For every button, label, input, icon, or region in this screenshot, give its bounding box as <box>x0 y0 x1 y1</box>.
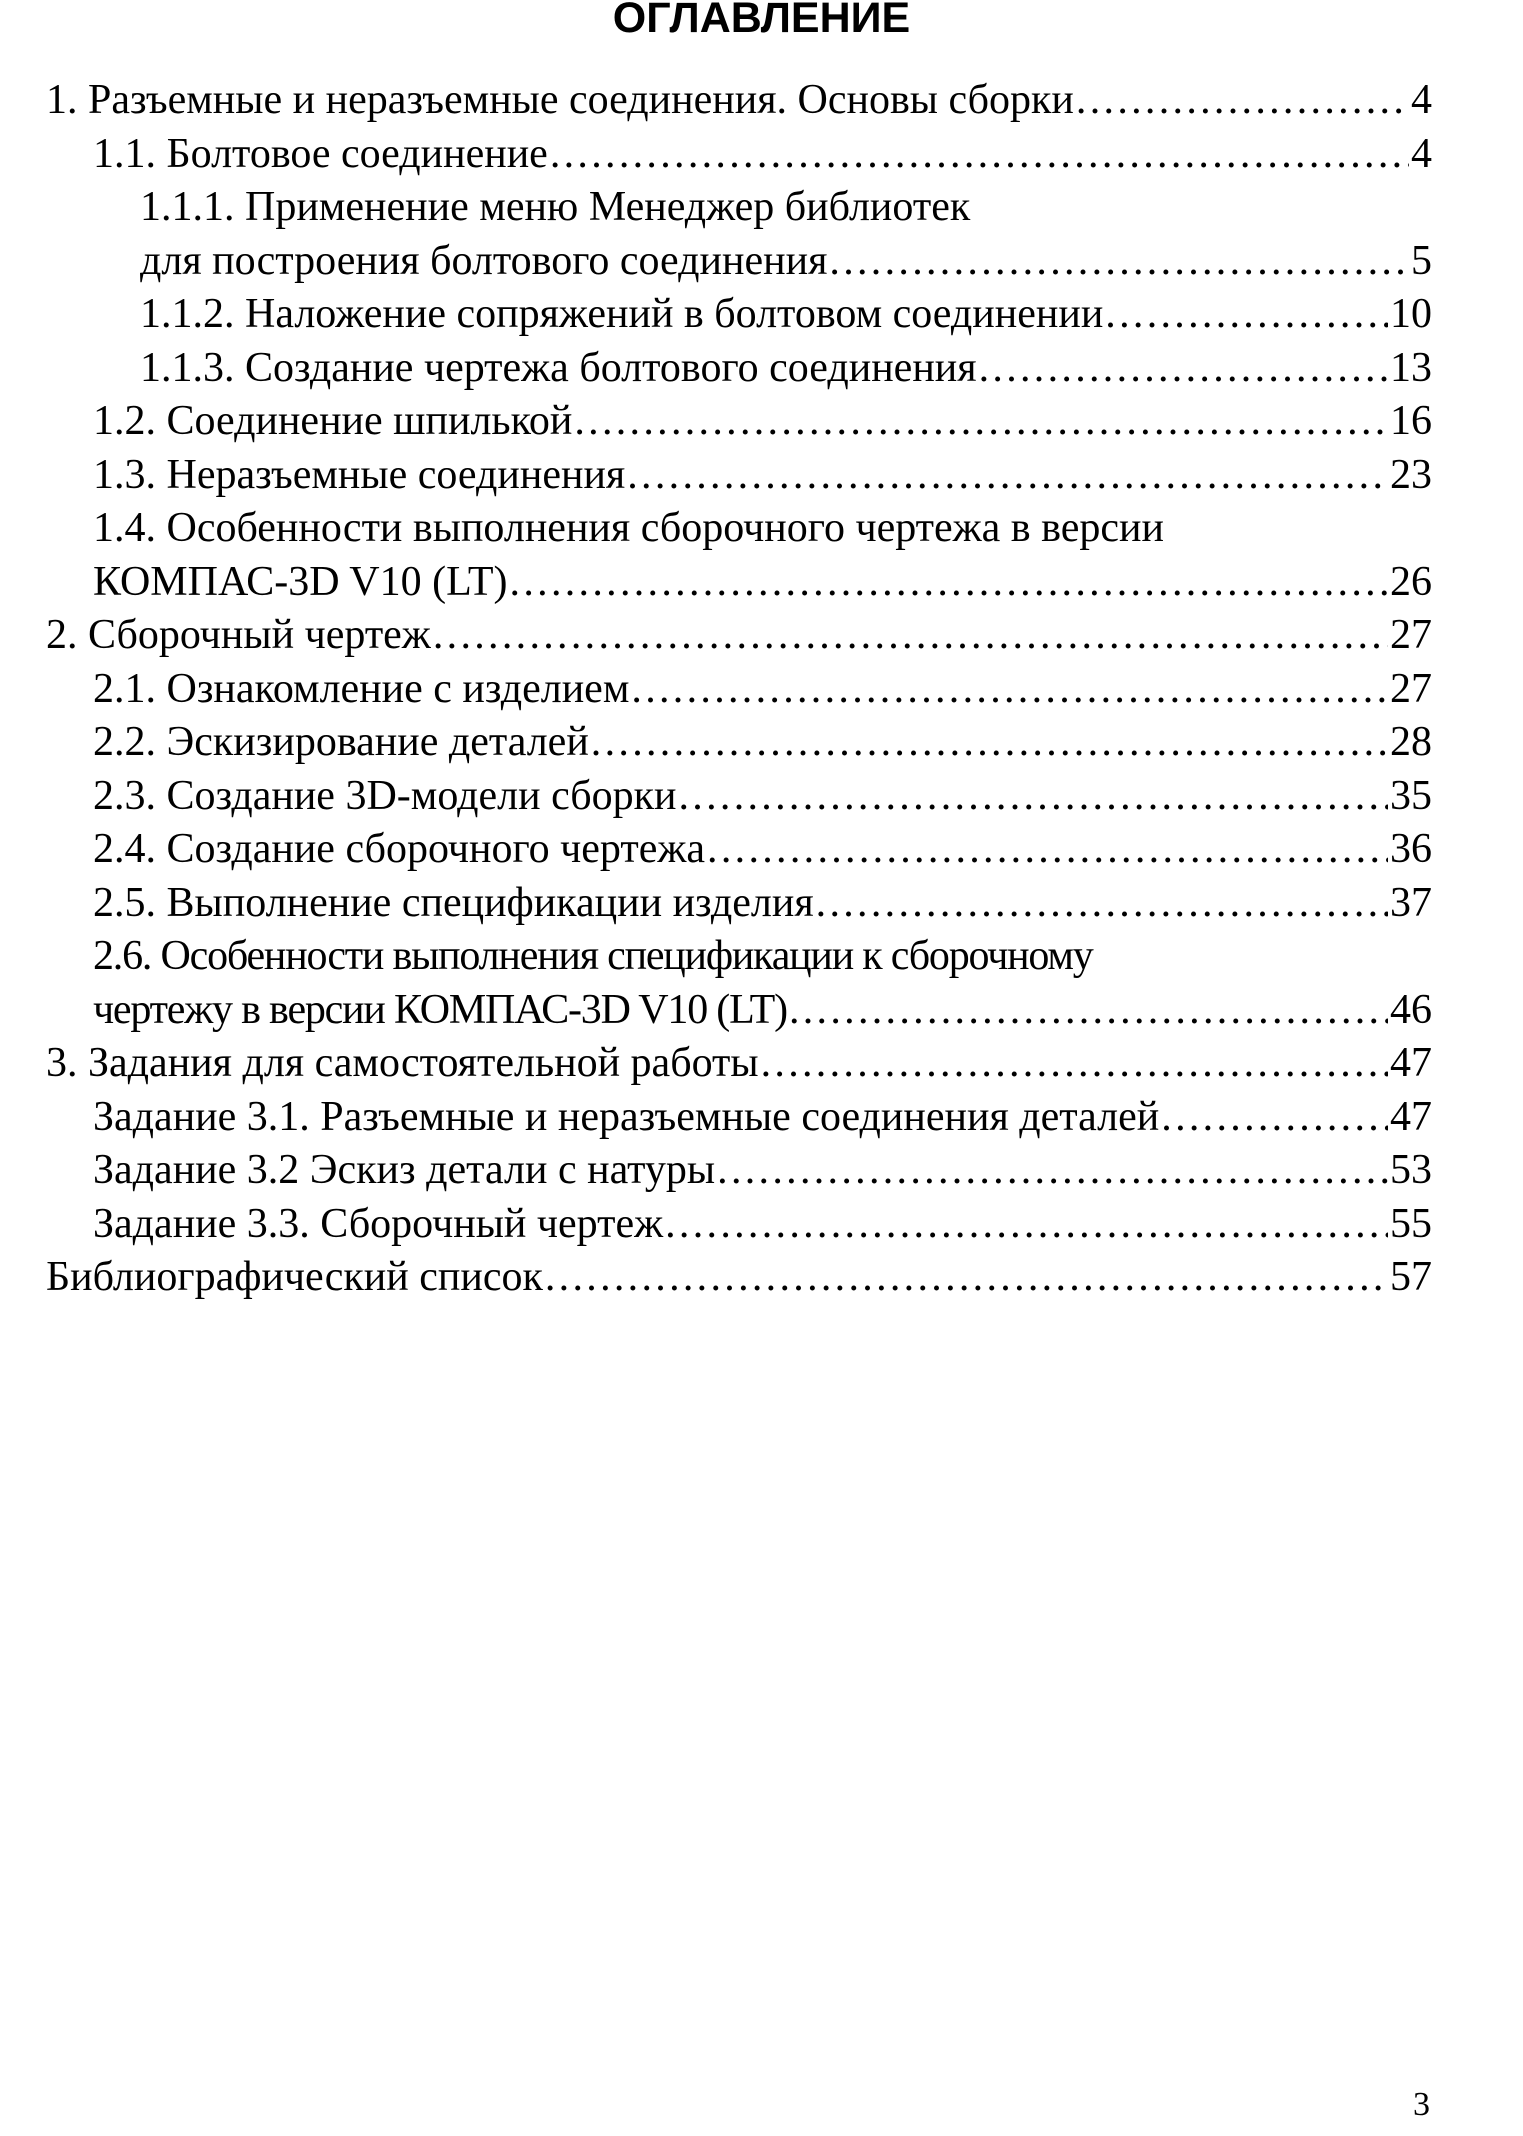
toc-entry-title: для построения болтового соединения <box>140 235 829 289</box>
toc-heading: ОГЛАВЛЕНИЕ <box>612 0 911 42</box>
toc-entry-title: 1.1.3. Создание чертежа болтового соединения <box>140 342 979 396</box>
toc-entry[interactable] <box>46 181 1432 288</box>
toc-entry-title: чертежу в версии КОМПАС-3D V10 (LT) <box>93 984 789 1038</box>
dot-leader <box>1105 288 1388 342</box>
toc-entry-title: 3. Задания для самостоятельной работы <box>46 1037 761 1091</box>
toc-entry-page: 4 <box>1411 77 1432 123</box>
dot-leader <box>574 395 1388 449</box>
toc-entry-page: 10 <box>1390 291 1432 337</box>
dot-leader <box>550 128 1409 182</box>
toc-entry-page: 36 <box>1390 826 1432 872</box>
toc-entry-title: 1.1. Болтовое соединение <box>93 128 550 182</box>
toc-entry-page: 55 <box>1390 1200 1432 1247</box>
toc-entry-title: 1.3. Неразъемные соединения <box>93 449 627 503</box>
toc-entry[interactable] <box>46 1251 1432 1305</box>
toc-entry-page: 57 <box>1390 1254 1432 1300</box>
toc-entry-page: 13 <box>1390 344 1432 391</box>
dot-leader <box>829 235 1409 289</box>
toc-entry-title: Задание 3.2 Эскиз детали с натуры <box>93 1144 717 1198</box>
toc-entry[interactable] <box>46 930 1432 1037</box>
toc-entry-page: 4 <box>1411 130 1432 177</box>
dot-leader <box>631 663 1388 717</box>
dot-leader <box>510 556 1388 610</box>
toc-entry[interactable] <box>46 74 1432 128</box>
toc-entry-page: 46 <box>1390 986 1432 1033</box>
dot-leader <box>433 609 1388 663</box>
toc-entry-title: 2.2. Эскизирование деталей <box>93 716 591 770</box>
toc-entry-title-line: 2.6. Особенности выполнения спецификации к сборочному <box>93 933 1093 979</box>
toc-entry-page: 16 <box>1390 398 1432 444</box>
toc-entry[interactable] <box>46 1144 1432 1198</box>
dot-leader <box>707 823 1388 877</box>
dot-leader <box>816 877 1388 931</box>
toc-entry-page: 26 <box>1390 558 1432 605</box>
dot-leader <box>679 770 1389 824</box>
dot-leader <box>1076 74 1409 128</box>
toc-entry-page: 37 <box>1390 879 1432 926</box>
toc-entry-page: 47 <box>1390 1093 1432 1140</box>
toc-entry[interactable] <box>46 449 1432 503</box>
dot-leader <box>979 342 1388 396</box>
dot-leader <box>627 449 1388 503</box>
toc-entry-page: 35 <box>1390 772 1432 819</box>
toc-entry[interactable] <box>46 609 1432 663</box>
toc-entry-title: 2.5. Выполнение спецификации изделия <box>93 877 816 931</box>
toc-entry-page: 53 <box>1390 1147 1432 1193</box>
toc-entry[interactable] <box>46 823 1432 877</box>
toc-entry-title: Задание 3.1. Разъемные и неразъемные соединения деталей <box>93 1091 1161 1145</box>
toc-entry-page: 28 <box>1390 719 1432 765</box>
dot-leader <box>665 1198 1388 1252</box>
toc-entry-title: 2.1. Ознакомление с изделием <box>93 663 631 717</box>
toc-entry-title-line: 1.1.1. Применение меню Менеджер библиотек <box>140 184 971 230</box>
toc-entry-title-line: 1.4. Особенности выполнения сборочного чертежа в версии <box>93 505 1164 551</box>
dot-leader <box>789 984 1388 1038</box>
toc-entry[interactable] <box>46 663 1432 717</box>
toc-entry[interactable] <box>46 770 1432 824</box>
toc-entry-page: 47 <box>1390 1040 1432 1086</box>
toc-entry[interactable] <box>46 128 1432 182</box>
toc-entry-title: 1.1.2. Наложение сопряжений в болтовом соединении <box>140 288 1105 342</box>
toc-entry-page: 5 <box>1411 237 1432 284</box>
toc-entry-page: 27 <box>1390 612 1432 658</box>
toc-entry[interactable] <box>46 716 1432 770</box>
dot-leader <box>591 716 1388 770</box>
toc-entry[interactable] <box>46 502 1432 609</box>
toc-entry-title: 2.4. Создание сборочного чертежа <box>93 823 707 877</box>
toc-entry-page: 23 <box>1390 451 1432 498</box>
toc-entry[interactable] <box>46 395 1432 449</box>
dot-leader <box>717 1144 1388 1198</box>
toc-entry[interactable] <box>46 342 1432 396</box>
toc-entry-title: Задание 3.3. Сборочный чертеж <box>93 1198 665 1252</box>
toc-entry-page: 27 <box>1390 665 1432 712</box>
dot-leader <box>545 1251 1388 1305</box>
table-of-contents <box>46 74 1432 1305</box>
toc-entry[interactable] <box>46 1091 1432 1145</box>
toc-entry-title: 2. Сборочный чертеж <box>46 609 433 663</box>
dot-leader <box>1161 1091 1388 1145</box>
toc-entry-title: КОМПАС-3D V10 (LT) <box>93 556 510 610</box>
page-number: 3 <box>1413 2086 1430 2123</box>
dot-leader <box>761 1037 1388 1091</box>
toc-entry-title: 1.2. Соединение шпилькой <box>93 395 574 449</box>
toc-entry[interactable] <box>46 1037 1432 1091</box>
toc-entry-title: Библиографический список <box>46 1251 545 1305</box>
toc-entry[interactable] <box>46 877 1432 931</box>
toc-entry-title: 1. Разъемные и неразъемные соединения. Основы сборки <box>46 74 1076 128</box>
toc-entry[interactable] <box>46 1198 1432 1252</box>
toc-entry[interactable] <box>46 288 1432 342</box>
toc-entry-title: 2.3. Создание 3D-модели сборки <box>93 770 679 824</box>
